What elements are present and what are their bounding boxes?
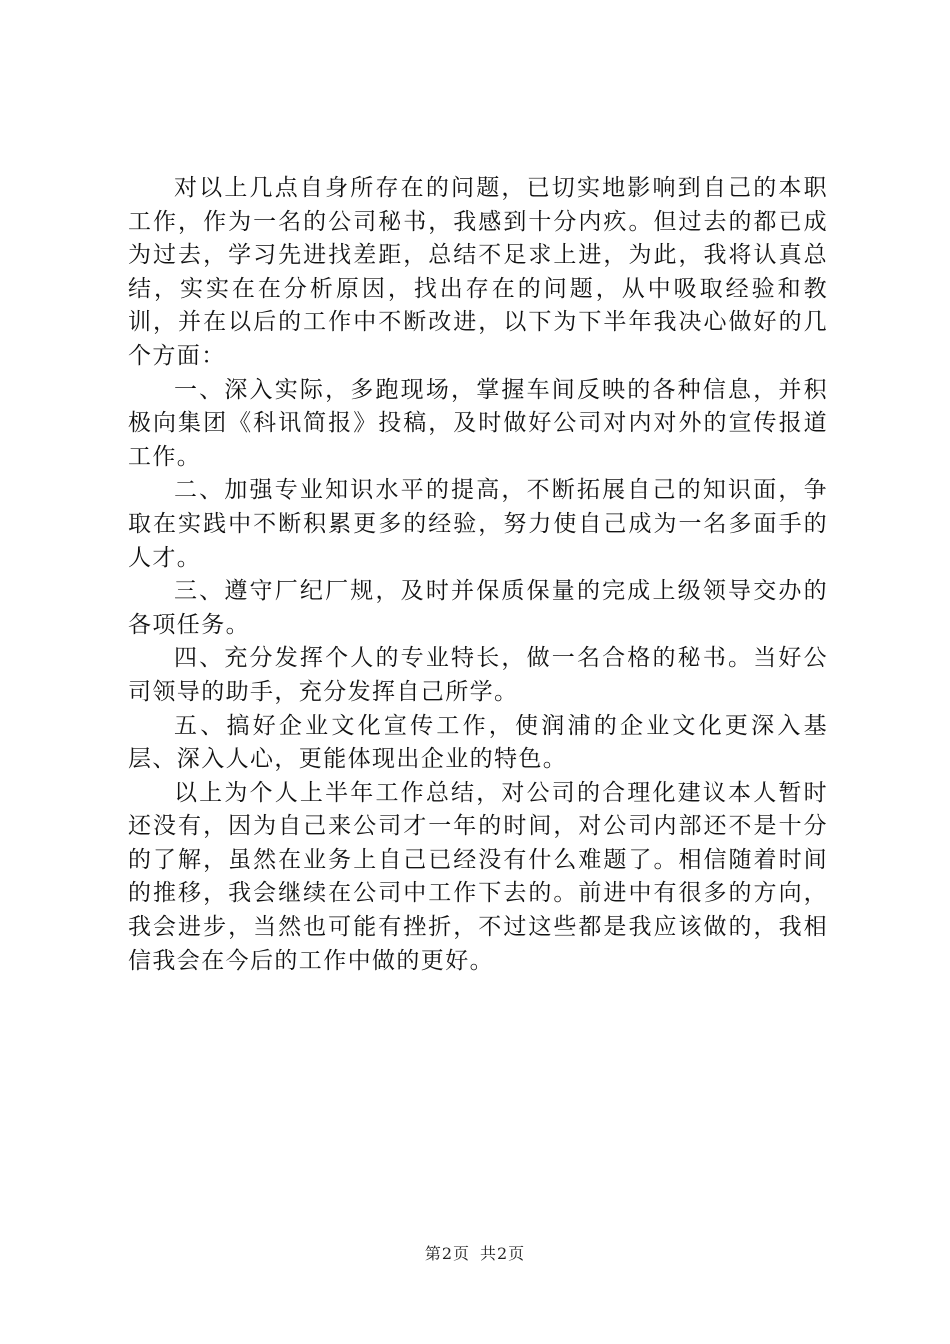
paragraph-conclusion: 以上为个人上半年工作总结，对公司的合理化建议本人暂时还没有，因为自己来公司才一年的时间，对公司内部还不是十分的了解，虽然在业务上自己已经没有什么难题了。相信随着时间的推移，我会继续在公司中工作下去的。前进中有很多的方向，我会进步，当然也可能有挫折，不过这些都是我应该做的，我相信我会在今后的工作中做的更好。	[128, 779, 828, 974]
paragraph-item-4: 四、充分发挥个人的专业特长，做一名合格的秘书。当好公司领导的助手，充分发挥自己所学。	[128, 645, 828, 705]
page-footer	[0, 1244, 950, 1264]
paragraph-item-3: 三、遵守厂纪厂规，及时并保质保量的完成上级领导交办的各项任务。	[128, 578, 828, 638]
page-number: 第2页	[424, 1244, 470, 1263]
paragraph-item-2: 二、加强专业知识水平的提高，不断拓展自己的知识面，争取在实践中不断积累更多的经验，努力使自己成为一名多面手的人才。	[128, 477, 828, 571]
paragraph-item-1: 一、深入实际，多跑现场，掌握车间反映的各种信息，并积极向集团《科讯简报》投稿，及时做好公司对内对外的宣传报道工作。	[128, 376, 828, 470]
document-body	[128, 172, 828, 978]
paragraph-intro: 对以上几点自身所存在的问题，已切实地影响到自己的本职工作，作为一名的公司秘书，我感到十分内疚。但过去的都已成为过去，学习先进找差距，总结不足求上进，为此，我将认真总结，实实在在分析原因，找出存在的问题，从中吸取经验和教训，并在以后的工作中不断改进，以下为下半年我决心做好的几个方面：	[128, 175, 828, 369]
paragraph-item-5: 五、搞好企业文化宣传工作，使润浦的企业文化更深入基层、深入人心，更能体现出企业的特色。	[128, 712, 828, 773]
page-total: 共2页	[480, 1244, 526, 1263]
